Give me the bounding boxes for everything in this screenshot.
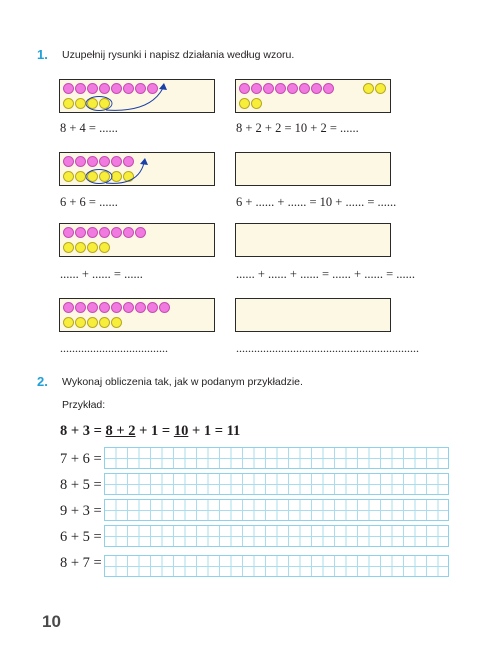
empty-box-4[interactable] xyxy=(235,152,391,186)
yellow-dot xyxy=(75,242,86,253)
row-2-label: 8 + 5 = xyxy=(60,477,102,493)
yellow-dot xyxy=(375,83,386,94)
yellow-dot xyxy=(75,317,86,328)
dots-box-7 xyxy=(59,298,215,332)
equation-4: 6 + ...... + ...... = 10 + ...... = ...... xyxy=(236,195,397,209)
example-underlined-sum: 8 + 2 xyxy=(105,423,136,439)
answer-grid-3[interactable] xyxy=(104,499,449,521)
pink-dot xyxy=(287,83,298,94)
yellow-dot xyxy=(87,317,98,328)
yellow-dot xyxy=(239,98,250,109)
pink-dot xyxy=(123,302,134,313)
pink-dot xyxy=(75,227,86,238)
pink-dot xyxy=(159,302,170,313)
pink-dot xyxy=(147,302,158,313)
grouping-arrow-icon xyxy=(60,153,216,187)
example-part: + 1 = 11 xyxy=(188,423,241,439)
yellow-dot xyxy=(87,242,98,253)
pink-dot xyxy=(323,83,334,94)
example-part: 8 + 3 = xyxy=(60,423,106,439)
yellow-dot xyxy=(363,83,374,94)
yellow-dot xyxy=(63,317,74,328)
example-equation xyxy=(60,423,240,440)
yellow-dot xyxy=(111,317,122,328)
yellow-dot xyxy=(99,317,110,328)
pink-dot xyxy=(299,83,310,94)
answer-grid-5[interactable] xyxy=(104,555,449,577)
example-part: + 1 = xyxy=(135,423,174,439)
pink-dot xyxy=(263,83,274,94)
pink-dot xyxy=(135,302,146,313)
pink-dot xyxy=(311,83,322,94)
pink-dot xyxy=(111,227,122,238)
pink-dot xyxy=(99,227,110,238)
pink-dot xyxy=(87,302,98,313)
pink-dot xyxy=(135,227,146,238)
page-number: 10 xyxy=(42,612,61,631)
task-2-number: 2. xyxy=(37,374,48,389)
dots-box-2 xyxy=(235,79,391,113)
answer-grid-1[interactable] xyxy=(104,447,449,469)
answer-grid-4[interactable] xyxy=(104,525,449,547)
answer-grid-2[interactable] xyxy=(104,473,449,495)
equation-2: 8 + 2 + 2 = 10 + 2 = ...... xyxy=(236,121,359,135)
task-1-number: 1. xyxy=(37,47,48,62)
yellow-dot xyxy=(251,98,262,109)
pink-dot xyxy=(87,227,98,238)
row-5-label: 8 + 7 = xyxy=(60,555,102,571)
pink-dot xyxy=(99,302,110,313)
equation-3: 6 + 6 = ...... xyxy=(60,195,118,209)
example-label: Przykład: xyxy=(62,399,106,411)
dots-box-1 xyxy=(59,79,215,113)
pink-dot xyxy=(63,302,74,313)
answer-line-7[interactable]: .................................... xyxy=(60,341,168,355)
equation-1: 8 + 4 = ...... xyxy=(60,121,118,135)
pink-dot xyxy=(251,83,262,94)
pink-dot xyxy=(123,227,134,238)
equation-6: ...... + ...... + ...... = ...... + ...... = ...... xyxy=(236,267,415,281)
row-4-label: 6 + 5 = xyxy=(60,529,102,545)
task-2-instruction: Wykonaj obliczenia tak, jak w podanym przykładzie. xyxy=(62,376,303,388)
pink-dot xyxy=(75,302,86,313)
dots-box-5 xyxy=(59,223,215,257)
example-underlined-ten: 10 xyxy=(173,423,189,439)
empty-box-6[interactable] xyxy=(235,223,391,257)
equation-5: ...... + ...... = ...... xyxy=(60,267,143,281)
dots-box-3 xyxy=(59,152,215,186)
yellow-dot xyxy=(63,242,74,253)
row-1-label: 7 + 6 = xyxy=(60,451,102,467)
yellow-dot xyxy=(99,242,110,253)
pink-dot xyxy=(63,227,74,238)
row-3-label: 9 + 3 = xyxy=(60,503,102,519)
empty-box-8[interactable] xyxy=(235,298,391,332)
pink-dot xyxy=(275,83,286,94)
pink-dot xyxy=(239,83,250,94)
task-1-instruction: Uzupełnij rysunki i napisz działania według wzoru. xyxy=(62,49,295,61)
answer-line-8[interactable]: ............................................................. xyxy=(236,341,419,355)
pink-dot xyxy=(111,302,122,313)
grouping-arrow-icon xyxy=(60,80,216,114)
